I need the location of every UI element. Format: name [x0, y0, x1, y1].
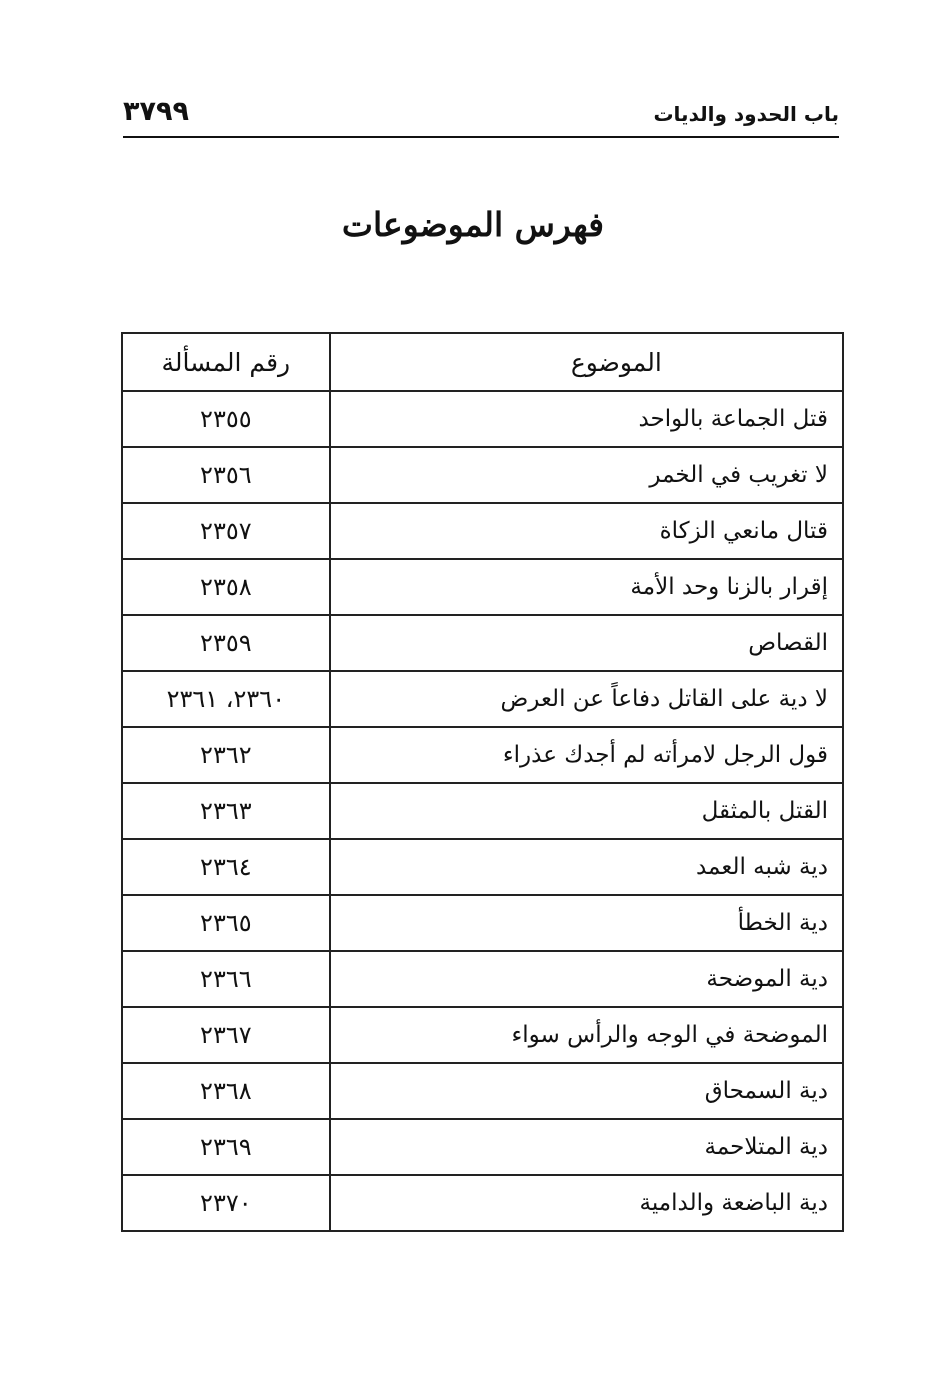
- number-cell: ٢٣٦٠، ٢٣٦١: [122, 671, 330, 727]
- topic-cell: قتال مانعي الزكاة: [330, 503, 843, 559]
- table-row: [122, 615, 843, 671]
- topic-cell: دية الخطأ: [330, 895, 843, 951]
- table-row: [122, 727, 843, 783]
- table-row: [122, 895, 843, 951]
- running-header: [123, 92, 839, 134]
- table-row: [122, 783, 843, 839]
- topic-column-header: الموضوع: [330, 333, 843, 391]
- table-row: [122, 1007, 843, 1063]
- table-row: [122, 839, 843, 895]
- topic-cell: القتل بالمثقل: [330, 783, 843, 839]
- topic-cell: دية المتلاحمة: [330, 1119, 843, 1175]
- number-cell: ٢٣٥٦: [122, 447, 330, 503]
- topic-cell: دية شبه العمد: [330, 839, 843, 895]
- table-row: [122, 391, 843, 447]
- number-cell: ٢٣٥٧: [122, 503, 330, 559]
- topic-cell: قول الرجل لامرأته لم أجدك عذراء: [330, 727, 843, 783]
- table-row: [122, 1119, 843, 1175]
- table-row: [122, 1063, 843, 1119]
- page-title: فهرس الموضوعات: [341, 205, 605, 244]
- header-divider: [123, 136, 839, 138]
- topics-index-table: [121, 332, 844, 1232]
- number-cell: ٢٣٥٨: [122, 559, 330, 615]
- number-cell: ٢٣٦٥: [122, 895, 330, 951]
- table-row: [122, 447, 843, 503]
- number-cell: ٢٣٦٩: [122, 1119, 330, 1175]
- number-cell: ٢٣٥٥: [122, 391, 330, 447]
- number-cell: ٢٣٧٠: [122, 1175, 330, 1231]
- table-row: [122, 951, 843, 1007]
- number-cell: ٢٣٦٦: [122, 951, 330, 1007]
- table-header-row: [122, 333, 843, 391]
- topic-cell: دية السمحاق: [330, 1063, 843, 1119]
- number-cell: ٢٣٦٨: [122, 1063, 330, 1119]
- topic-cell: دية الموضحة: [330, 951, 843, 1007]
- number-cell: ٢٣٦٧: [122, 1007, 330, 1063]
- number-cell: ٢٣٥٩: [122, 615, 330, 671]
- table-row: [122, 1175, 843, 1231]
- topic-cell: دية الباضعة والدامية: [330, 1175, 843, 1231]
- number-cell: ٢٣٦٤: [122, 839, 330, 895]
- table-row: [122, 559, 843, 615]
- topic-cell: لا تغريب في الخمر: [330, 447, 843, 503]
- number-cell: ٢٣٦٣: [122, 783, 330, 839]
- topic-cell: الموضحة في الوجه والرأس سواء: [330, 1007, 843, 1063]
- number-cell: ٢٣٦٢: [122, 727, 330, 783]
- topic-cell: قتل الجماعة بالواحد: [330, 391, 843, 447]
- number-column-header: رقم المسألة: [122, 333, 330, 391]
- table-row: [122, 671, 843, 727]
- table-row: [122, 503, 843, 559]
- topic-cell: القصاص: [330, 615, 843, 671]
- topic-cell: لا دية على القاتل دفاعاً عن العرض: [330, 671, 843, 727]
- chapter-title: باب الحدود والديات: [653, 102, 839, 126]
- topic-cell: إقرار بالزنا وحد الأمة: [330, 559, 843, 615]
- page-number: ٣٧٩٩: [123, 96, 189, 127]
